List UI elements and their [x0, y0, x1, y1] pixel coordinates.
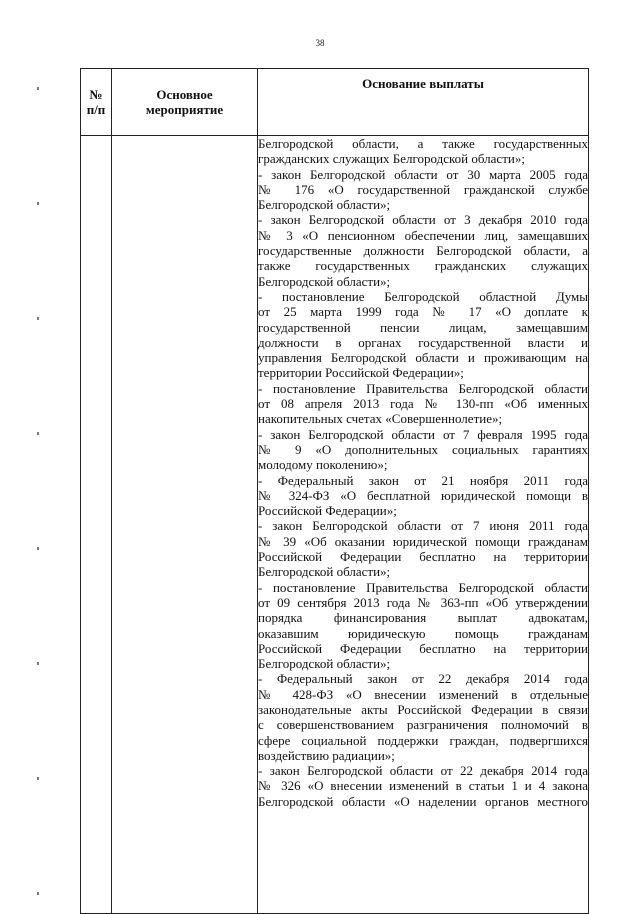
basis-line: - закон Белгородской области от 30 марта 2005 года [258, 166, 588, 182]
basis-line: - постановление Правительства Белгородской области [258, 380, 588, 396]
basis-line: - постановление Правительства Белгородской области [258, 579, 588, 595]
basis-line: воздействию радиации»; [258, 747, 395, 763]
basis-line: государственной пенсии лицам, замещавшим [258, 319, 588, 335]
header-number [81, 69, 112, 136]
basis-line: молодому поколению»; [258, 457, 388, 473]
basis-line: Российской Федерации бесплатно на территории [258, 549, 588, 565]
basis-line: - закон Белгородской области от 7 февраля 1995 года [258, 426, 588, 442]
margin-mark [37, 432, 39, 435]
basis-line: гражданских служащих Белгородской области»; [258, 151, 525, 167]
margin-mark [37, 892, 39, 895]
basis-line: с совершенствованием разграничения полномочий в [258, 717, 588, 733]
basis-line: - постановление Белгородской областной Думы [258, 288, 588, 304]
basis-line: № 176 «О государственной гражданской службе [258, 181, 588, 197]
header-basis [258, 69, 589, 136]
basis-line: № 324-ФЗ «О бесплатной юридической помощи в [258, 487, 588, 503]
payments-table [80, 68, 589, 914]
basis-line: - закон Белгородской области от 7 июня 2011 года [258, 518, 588, 534]
basis-text [258, 136, 588, 809]
basis-line: должности в органах государственной власти и [258, 334, 588, 350]
margin-mark [37, 547, 39, 550]
basis-line: № 3 «О пенсионном обеспечении лиц, замещавших [258, 227, 588, 243]
margin-mark [37, 87, 39, 90]
header-event-line-2: мероприятие [145, 102, 224, 117]
cell-number [81, 136, 112, 914]
basis-line: от 08 апреля 2013 года № 130-пп «Об именных [258, 396, 588, 412]
basis-line: № 39 «Об оказании юридической помощи гражданам [258, 533, 588, 549]
margin-mark [37, 662, 39, 665]
basis-line: Белгородской области «О наделении органов местного [258, 793, 588, 809]
basis-line: сфере социальной поддержки граждан, подвергшихся [258, 732, 588, 748]
margin-mark [37, 202, 39, 205]
basis-line: накопительных счетах «Совершеннолетие»; [258, 411, 503, 427]
basis-line: Российской Федерации»; [258, 503, 397, 519]
header-basis-text: Основание выплаты [362, 76, 484, 91]
header-event [112, 69, 258, 136]
basis-line: № 9 «О дополнительных социальных гарантиях [258, 441, 588, 457]
basis-line: также государственных гражданских служащих [258, 258, 588, 274]
basis-line: от 25 марта 1999 года № 17 «О доплате к [258, 304, 588, 320]
basis-line: порядка финансирования выплат адвокатам, [258, 610, 588, 626]
header-event-line-1: Основное [156, 87, 213, 102]
table-row [81, 136, 589, 914]
basis-line: № 326 «О внесении изменений в статьи 1 и 4 закона [258, 778, 588, 794]
basis-line: Белгородской области»; [258, 197, 391, 213]
basis-line: управления Белгородской области и проживающим на [258, 350, 588, 366]
basis-line: - закон Белгородской области от 22 декабря 2014 года [258, 763, 588, 779]
basis-line: Российской Федерации бесплатно на территории [258, 640, 588, 656]
basis-line: - Федеральный закон от 22 декабря 2014 года [258, 671, 588, 687]
margin-mark [37, 777, 39, 780]
basis-line: - Федеральный закон от 21 ноября 2011 года [258, 472, 588, 488]
cell-event [112, 136, 258, 914]
basis-line: законодательные акты Российской Федерации в связи [258, 701, 588, 717]
basis-line: Белгородской области, а также государственных [258, 136, 588, 151]
header-number-line-2: п/п [86, 102, 106, 117]
cell-basis [258, 136, 589, 914]
basis-line: - закон Белгородской области от 3 декабря 2010 года [258, 212, 588, 228]
basis-line: Белгородской области»; [258, 656, 391, 672]
header-number-line-1: № [89, 87, 103, 102]
basis-line: государственные должности Белгородской области, а [258, 243, 588, 259]
basis-line: оказавшим юридическую помощь гражданам [258, 625, 588, 641]
page-number: 38 [315, 38, 325, 48]
header-row [81, 69, 589, 136]
basis-line: Белгородской области»; [258, 273, 391, 289]
basis-line: от 09 сентября 2013 года № 363-пп «Об утверждении [258, 594, 588, 610]
basis-line: территории Российской Федерации»; [258, 365, 464, 381]
basis-line: Белгородской области»; [258, 564, 391, 580]
margin-mark [37, 317, 39, 320]
basis-line: № 428-ФЗ «О внесении изменений в отдельные [258, 686, 588, 702]
